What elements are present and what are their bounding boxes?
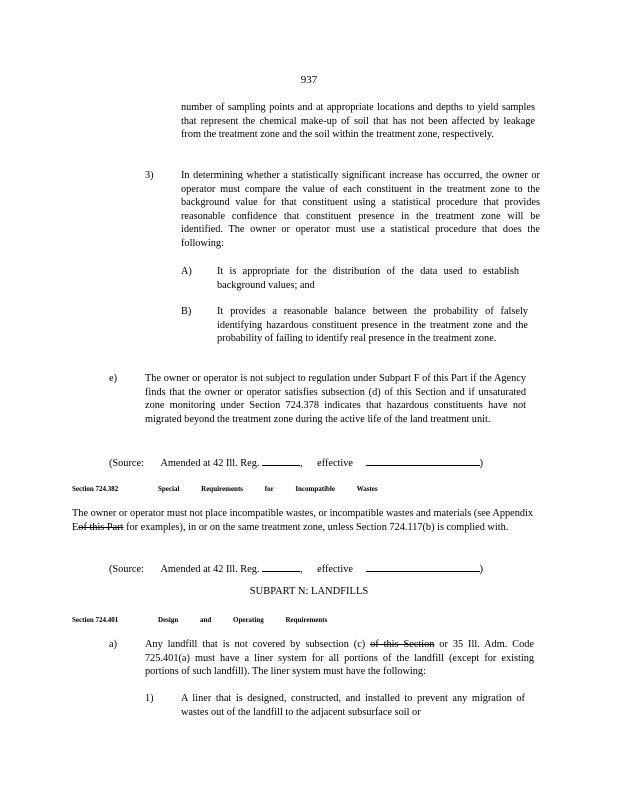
- source-effective: effective: [317, 564, 353, 575]
- blank-effective-date: [366, 561, 480, 572]
- item-3a-text: It is appropriate for the distribution of the data used to establish background values; and: [217, 266, 519, 291]
- source-note-2: (Source: Amended at 42 Ill. Reg. , effective ): [109, 561, 489, 577]
- item-1-label: 1): [145, 693, 154, 704]
- source-open: (Source:: [109, 458, 144, 469]
- item-a-struck: of this Section: [370, 639, 435, 650]
- source-amended: Amended at 42 Ill. Reg.: [160, 564, 260, 575]
- source-amended: Amended at 42 Ill. Reg.: [160, 458, 260, 469]
- section-724-382-paragraph: [72, 507, 533, 534]
- source-open: (Source:: [109, 564, 144, 575]
- section-724-382-title: Special Requirements for Incompatible Wastes: [158, 485, 378, 493]
- continued-paragraph: number of sampling points and at appropriate locations and depths to yield samples that represent the chemical make-up of soil that has not been affected by leakage from the treatment zone and the soil within the treatment zone, respectively.: [181, 102, 535, 141]
- blank-reg: [262, 561, 300, 572]
- item-3a-label: A): [181, 266, 192, 277]
- page-number: 937: [300, 74, 318, 86]
- item-3b-label: B): [181, 306, 192, 317]
- para-382-struck: of this Part: [78, 521, 124, 533]
- blank-effective-date: [366, 455, 480, 466]
- para-382-part1: The owner or operator must not place incompatible wastes, or incompatible wastes and materials (see Appendix E: [72, 508, 533, 533]
- section-724-401-number: Section 724.401: [72, 616, 119, 624]
- item-a-label: a): [109, 639, 117, 650]
- item-1-text: A liner that is designed, constructed, and installed to prevent any migration of wastes out of the landfill to the adjacent subsurface soil or: [181, 693, 525, 718]
- subpart-heading: SUBPART N: LANDFILLS: [249, 586, 369, 597]
- item-e-label: e): [109, 373, 117, 384]
- source-close: ): [479, 458, 483, 469]
- source-effective: effective: [317, 458, 353, 469]
- source-note-1: (Source: Amended at 42 Ill. Reg. , effective ): [109, 455, 489, 471]
- item-3-text: In determining whether a statistically significant increase has occurred, the owner or operator must compare the value of each constituent in the treatment zone to the background value for that constituent using a statistical procedure that provides reasonable confidence that constituent presence in the treatment zone will be identified. The owner or operator must use a statistical procedure that does the following:: [181, 170, 540, 249]
- item-a-text: [145, 638, 534, 679]
- item-e-text: The owner or operator is not subject to regulation under Subpart F of this Part if the Agency finds that the owner or operator satisfies subsection (d) of this Section and if unsaturated zone monitoring under Section 724.378 indicates that hazardous constituents have not migrated beyond the treatment zone during the active life of the land treatment unit.: [145, 373, 526, 425]
- blank-reg: [262, 455, 300, 466]
- item-a-part2: or 35 Ill. Adm. Code 725.401(a) must have a liner system for all portions of the landfill (except for existing portions of such landfill). The liner system must have the following:: [145, 639, 534, 678]
- item-3-label: 3): [145, 170, 154, 181]
- para-382-part2: for examples), in or on the same treatment zone, unless Section 724.117(b) is complied with.: [123, 521, 509, 533]
- source-close: ): [479, 564, 483, 575]
- section-724-401-title: Design and Operating Requirements: [158, 616, 328, 624]
- item-a-part1: Any landfill that is not covered by subsection (c): [145, 639, 371, 650]
- section-724-382-number: Section 724.382: [72, 485, 119, 493]
- item-3b-text: It provides a reasonable balance between the probability of falsely identifying hazardous constituent presence in the treatment zone and the probability of failing to identify real presence in the treatment zone.: [217, 306, 528, 345]
